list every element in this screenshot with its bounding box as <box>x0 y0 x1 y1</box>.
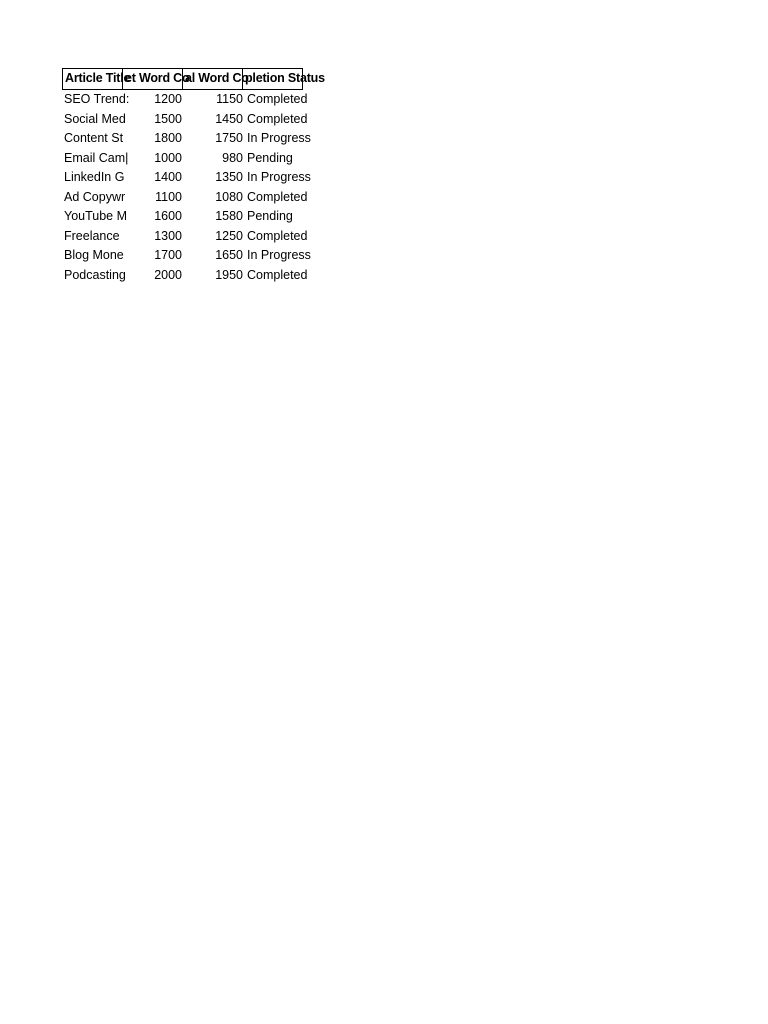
completion-status-cell[interactable]: Completed <box>247 111 308 126</box>
completion-status-cell[interactable]: Completed <box>247 92 308 106</box>
article-title-cell[interactable]: YouTube M <box>64 209 128 223</box>
header-target-word-count[interactable]: et Word Co <box>122 68 183 90</box>
table-row <box>62 129 311 149</box>
article-title-cell[interactable]: LinkedIn G <box>64 170 125 184</box>
table-row <box>62 90 306 110</box>
actual-word-count-cell[interactable]: 1080 <box>215 189 243 204</box>
table-row <box>62 188 306 208</box>
table-row <box>62 110 306 130</box>
actual-word-count-cell[interactable]: 1580 <box>215 209 243 223</box>
actual-word-count-cell[interactable]: 1450 <box>215 111 243 126</box>
completion-status-cell[interactable]: Pending <box>247 150 293 165</box>
table-row <box>62 168 311 188</box>
actual-word-count-cell[interactable]: 1650 <box>215 248 243 262</box>
table-row <box>62 246 311 266</box>
header-row <box>62 68 325 90</box>
actual-word-count-cell[interactable]: 980 <box>222 150 243 165</box>
actual-word-count-cell[interactable]: 1750 <box>215 131 243 145</box>
article-title-cell[interactable]: Content St <box>64 131 124 145</box>
completion-status-cell[interactable]: Completed <box>247 267 308 282</box>
target-word-count-cell[interactable]: 1600 <box>154 209 182 223</box>
header-article-title[interactable]: Article Title <box>62 68 123 90</box>
table-row <box>62 227 306 247</box>
actual-word-count-cell[interactable]: 1950 <box>215 267 243 282</box>
target-word-count-cell[interactable]: 1400 <box>154 170 182 184</box>
header-completion-status[interactable]: pletion Status <box>242 68 303 90</box>
spreadsheet-table <box>62 68 325 285</box>
table-row <box>62 149 306 169</box>
target-word-count-cell[interactable]: 1800 <box>154 131 182 145</box>
completion-status-cell[interactable]: Pending <box>247 209 293 223</box>
completion-status-cell[interactable]: Completed <box>247 228 308 243</box>
actual-word-count-cell[interactable]: 1250 <box>215 228 243 243</box>
target-word-count-cell[interactable]: 1700 <box>154 248 182 262</box>
target-word-count-cell[interactable]: 1100 <box>155 189 182 204</box>
completion-status-cell[interactable]: Completed <box>247 189 308 204</box>
completion-status-cell[interactable]: In Progress <box>247 170 311 184</box>
article-title-cell[interactable]: Social Med <box>64 111 126 126</box>
header-actual-word-count[interactable]: al Word Co <box>182 68 243 90</box>
target-word-count-cell[interactable]: 1200 <box>154 92 182 106</box>
article-title-cell[interactable]: Blog Mone <box>64 248 124 262</box>
completion-status-cell[interactable]: In Progress <box>247 248 311 262</box>
table-row <box>62 266 306 286</box>
table-row <box>62 207 306 227</box>
article-title-cell[interactable]: Freelance <box>64 228 120 243</box>
article-title-cell[interactable]: SEO Trend: <box>64 92 130 106</box>
completion-status-cell[interactable]: In Progress <box>247 131 311 145</box>
actual-word-count-cell[interactable]: 1150 <box>216 92 243 106</box>
actual-word-count-cell[interactable]: 1350 <box>215 170 243 184</box>
article-title-cell[interactable]: Podcasting <box>64 267 126 282</box>
article-title-cell[interactable]: Ad Copywr <box>64 189 126 204</box>
target-word-count-cell[interactable]: 1300 <box>154 228 182 243</box>
target-word-count-cell[interactable]: 2000 <box>154 267 182 282</box>
article-title-cell[interactable]: Email Cam| <box>64 150 129 165</box>
target-word-count-cell[interactable]: 1500 <box>154 111 182 126</box>
target-word-count-cell[interactable]: 1000 <box>154 150 182 165</box>
